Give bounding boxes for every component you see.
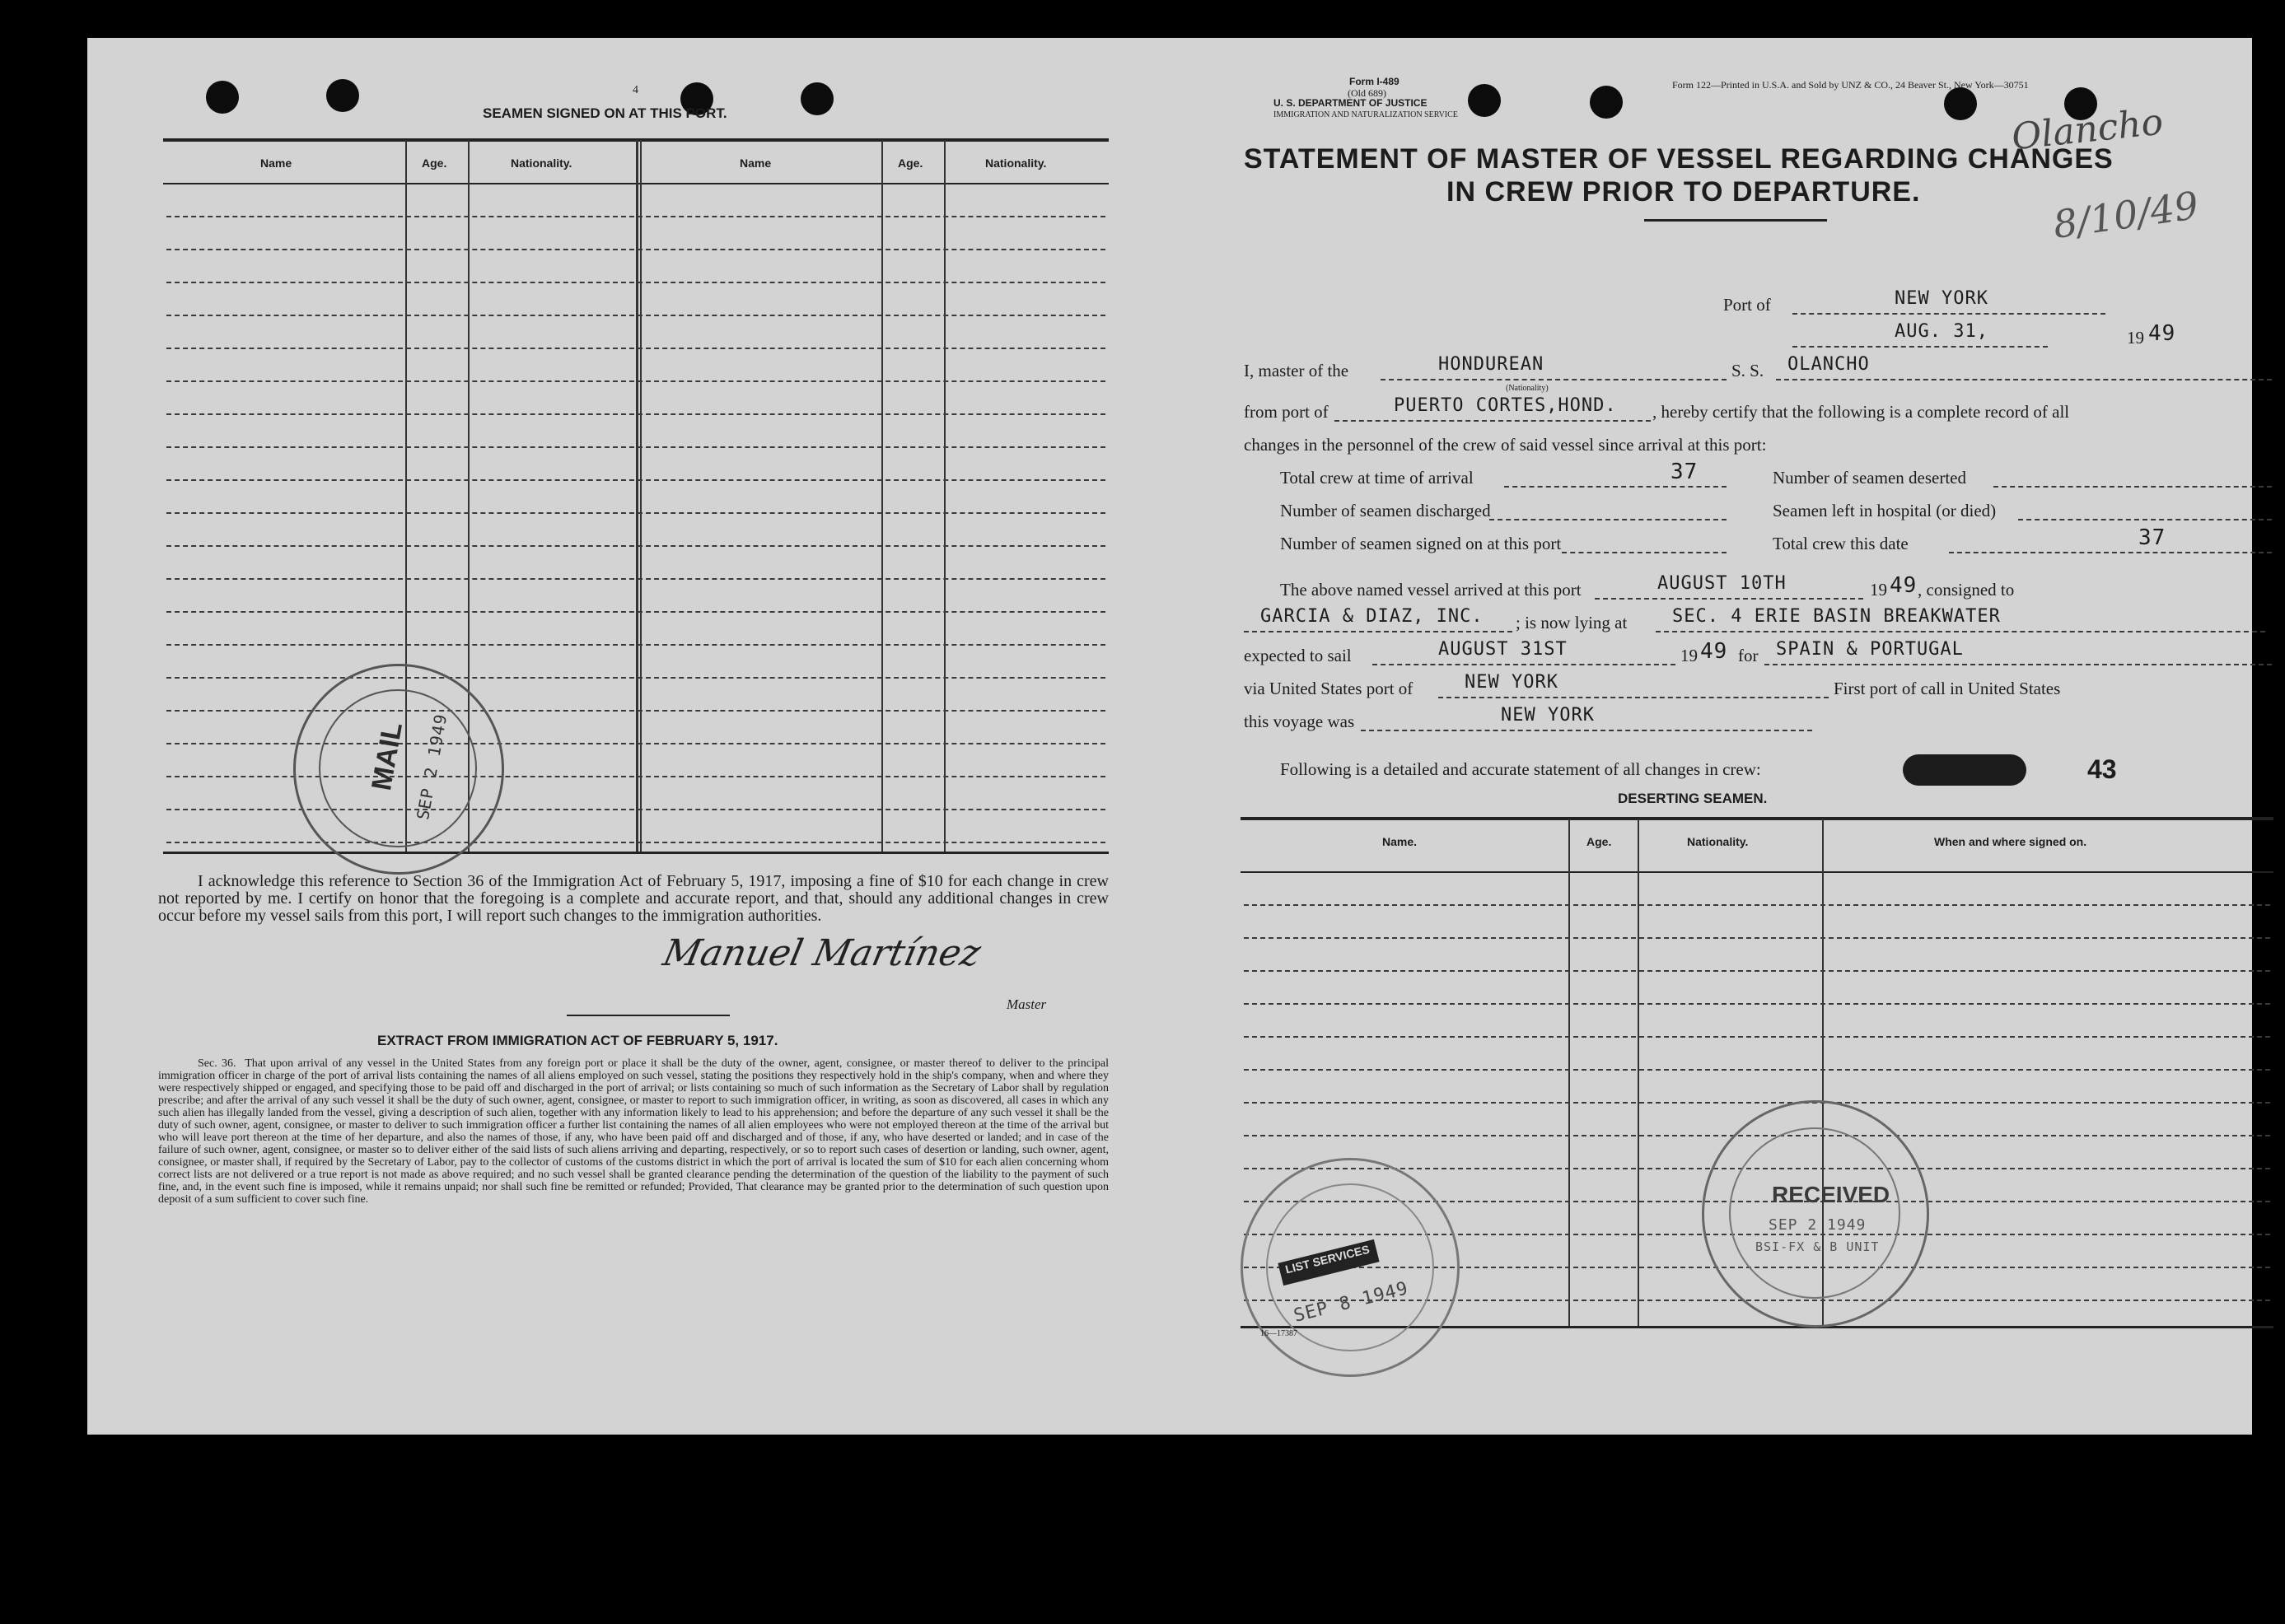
received-word: RECEIVED bbox=[1772, 1182, 1890, 1207]
column-header: Age. bbox=[422, 156, 447, 170]
consignee-value: GARCIA & DIAZ, INC. bbox=[1260, 606, 1484, 627]
arrived-label: The above named vessel arrived at this port bbox=[1280, 580, 1582, 600]
year-value: 49 bbox=[2148, 321, 2176, 346]
received-stamp bbox=[1702, 1100, 1929, 1328]
following-label: Following is a detailed and accurate statement of all changes in crew: bbox=[1280, 759, 1761, 779]
received-date: SEP 2 1949 bbox=[1769, 1216, 1867, 1234]
discharged-label: Number of seamen discharged bbox=[1280, 501, 1491, 520]
column-header: Age. bbox=[1586, 835, 1612, 848]
master-label: I, master of the bbox=[1244, 361, 1349, 380]
column-header: Name bbox=[260, 156, 292, 170]
destination-value: SPAIN & PORTUGAL bbox=[1776, 639, 1964, 660]
port-value: NEW YORK bbox=[1895, 288, 1988, 309]
sail-year: 49 bbox=[1700, 639, 1728, 664]
punch-hole bbox=[1590, 86, 1623, 119]
page-number: 4 bbox=[633, 84, 638, 96]
extract-text bbox=[158, 1057, 1109, 1206]
first-call-label: First port of call in United States bbox=[1834, 679, 2061, 698]
acknowledgment-text: I acknowledge this reference to Section 36 of the Immigration Act of February 5, 1917, imposing a fine of $10 for each change in crew not reported by me. I certify on honor that the foregoing is a complete and accurate report, and that, should any additional changes in crew occur before my vessel sails from this port, I will report such changes to the immigration authorities. bbox=[158, 872, 1109, 925]
year-prefix: 19 bbox=[2127, 328, 2144, 348]
divider bbox=[1644, 219, 1827, 222]
punch-hole bbox=[1944, 87, 1977, 120]
printer-line: Form 122—Printed in U.S.A. and Sold by UNZ & CO., 24 Beaver St., New York—30751 bbox=[1672, 79, 2029, 91]
received-unit: BSI-FX & B UNIT bbox=[1755, 1239, 1880, 1254]
change-count: 43 bbox=[2087, 754, 2117, 784]
ss-label: S. S. bbox=[1731, 361, 1764, 380]
column-header: Name bbox=[740, 156, 772, 170]
column-header: Nationality. bbox=[511, 156, 572, 170]
column-header: Nationality. bbox=[1687, 835, 1749, 848]
column-header: Name. bbox=[1382, 835, 1418, 848]
divider bbox=[567, 1015, 730, 1016]
deserted-label: Number of seamen deserted bbox=[1773, 468, 1966, 488]
total-arrival-value: 37 bbox=[1671, 460, 1699, 484]
section-label: Sec. 36. bbox=[198, 1057, 236, 1070]
master-signature: Manuel Martínez bbox=[659, 932, 985, 974]
punch-hole bbox=[326, 79, 359, 112]
nationality-value: HONDUREAN bbox=[1438, 354, 1544, 375]
lying-at-value: SEC. 4 ERIE BASIN BREAKWATER bbox=[1672, 606, 2001, 627]
total-date-value: 37 bbox=[2138, 525, 2166, 550]
column-header: When and where signed on. bbox=[1934, 835, 2087, 848]
sail-date-value: AUGUST 31ST bbox=[1438, 639, 1568, 660]
lying-label: ; is now lying at bbox=[1516, 613, 1628, 632]
total-date-label: Total crew this date bbox=[1773, 534, 1909, 553]
first-call-value: NEW YORK bbox=[1501, 705, 1595, 726]
mail-postmark-stamp bbox=[293, 664, 504, 875]
via-port-value: NEW YORK bbox=[1465, 672, 1558, 693]
list-services-stamp bbox=[1241, 1158, 1460, 1377]
consigned-label: , consigned to bbox=[1918, 580, 2015, 600]
from-port-label: from port of bbox=[1244, 402, 1329, 422]
document-sheet bbox=[87, 38, 2252, 1435]
form-number: Form I-489 bbox=[1349, 76, 1400, 87]
certify-text: , hereby certify that the following is a complete record of all bbox=[1652, 402, 2070, 422]
stamp-word: MAIL bbox=[366, 720, 409, 793]
from-port-value: PUERTO CORTES,HOND. bbox=[1394, 395, 1617, 416]
arrived-year: 49 bbox=[1890, 573, 1918, 598]
punch-hole bbox=[206, 81, 239, 114]
column-header: Age. bbox=[898, 156, 923, 170]
stamp-date: SEP 2 1949 bbox=[413, 712, 451, 822]
sail-year-prefix: 19 bbox=[1680, 646, 1698, 665]
deserting-title: DESERTING SEAMEN. bbox=[1618, 791, 1768, 806]
extract-body: That upon arrival of any vessel in the United States from any foreign port or place it shall be the duty of the owner, agent, consignee, or master thereof to deliver to the principal immigration officer in charge of the port of arrival lists containing the names of all aliens employed on such vessel, stating the positions they respectively hold in the ship's company, when and where they were respectively shipped or engaged, and specifying those to be paid off and discharged in the port of arrival; or lists containing so much of such information as the Secretary of Labor shall by regulation prescribe; and after the arrival of any such vessel it shall be the duty of such owner, agent, consignee, or master to report to such immigration officer, in writing, as soon as discovered, all cases in which any such alien has illegally landed from the vessel, giving a description of such alien, together with any information likely to lead to his apprehension; and before the departure of any such vessel it shall be the duty of such owner, agent, consignee, or master to deliver to such immigration officer a further list containing the names of all alien employees who were not employed thereon at the time of the arrival but who will leave port thereon at the time of her departure, and also the names of those, if any, who have been paid off and discharged and of those, if any, who have deserted or landed; and in case of the failure of such owner, agent, consignee, or master so to deliver either of the said lists of such aliens arriving and departing, respectively, or so to report such cases of desertion or landing, such owner, agent, consignee, or master shall, if required by the Secretary of Labor, pay to the collector of customs of the customs district in which the port of arrival is located the sum of $10 for each alien concerning whom correct lists are not delivered or a true report is not made as above required; and no such vessel shall be granted clearance pending the determination of the question of the liability to the payment of such fine, and, in the event such fine is imposed, while it remains unpaid; nor shall such fine be remitted or refunded; Provided, That clearance may be granted prior to the determination of such question upon deposit of a sum sufficient to cover such fine. bbox=[158, 1057, 1109, 1206]
column-header: Nationality. bbox=[985, 156, 1047, 170]
section-title: SEAMEN SIGNED ON AT THIS PORT. bbox=[483, 105, 727, 121]
handwritten-date: 8/10/49 bbox=[2050, 182, 2202, 248]
port-label: Port of bbox=[1723, 295, 1771, 315]
arrived-year-prefix: 19 bbox=[1870, 580, 1887, 600]
extract-title: EXTRACT FROM IMMIGRATION ACT OF FEBRUARY 5, 1917. bbox=[377, 1033, 778, 1048]
changes-text: changes in the personnel of the crew of said vessel since arrival at this port: bbox=[1244, 435, 1767, 455]
form-old-number: (Old 689) bbox=[1348, 87, 1386, 99]
punch-hole bbox=[801, 82, 834, 115]
signed-on-label: Number of seamen signed on at this port bbox=[1280, 534, 1562, 553]
nationality-caption: (Nationality) bbox=[1506, 384, 1549, 393]
total-arrival-label: Total crew at time of arrival bbox=[1280, 468, 1474, 488]
hospital-label: Seamen left in hospital (or died) bbox=[1773, 501, 1997, 520]
for-label: for bbox=[1738, 646, 1759, 665]
form-title-line1: STATEMENT OF MASTER OF VESSEL REGARDING CHANGES bbox=[1244, 143, 2114, 175]
signature-title: Master bbox=[1007, 996, 1047, 1012]
form-title-line2: IN CREW PRIOR TO DEPARTURE. bbox=[1446, 176, 1921, 208]
service-name: IMMIGRATION AND NATURALIZATION SERVICE bbox=[1273, 110, 1458, 119]
list-services-date: SEP 8 1949 bbox=[1292, 1278, 1411, 1327]
footer-code: 16—17387 bbox=[1260, 1329, 1297, 1338]
vessel-value: OLANCHO bbox=[1787, 354, 1870, 375]
sail-label: expected to sail bbox=[1244, 646, 1352, 665]
arrived-value: AUGUST 10TH bbox=[1657, 573, 1787, 594]
date-value: AUG. 31, bbox=[1895, 321, 1988, 342]
handwritten-vessel-name: Olancho bbox=[2009, 100, 2166, 159]
via-label: via United States port of bbox=[1244, 679, 1414, 698]
list-services-word: LIST SERVICES bbox=[1283, 1242, 1371, 1276]
punch-hole bbox=[1468, 84, 1501, 117]
department-name: U. S. DEPARTMENT OF JUSTICE bbox=[1273, 97, 1428, 109]
voyage-label: this voyage was bbox=[1244, 712, 1355, 731]
redaction-mark bbox=[1903, 754, 2026, 786]
